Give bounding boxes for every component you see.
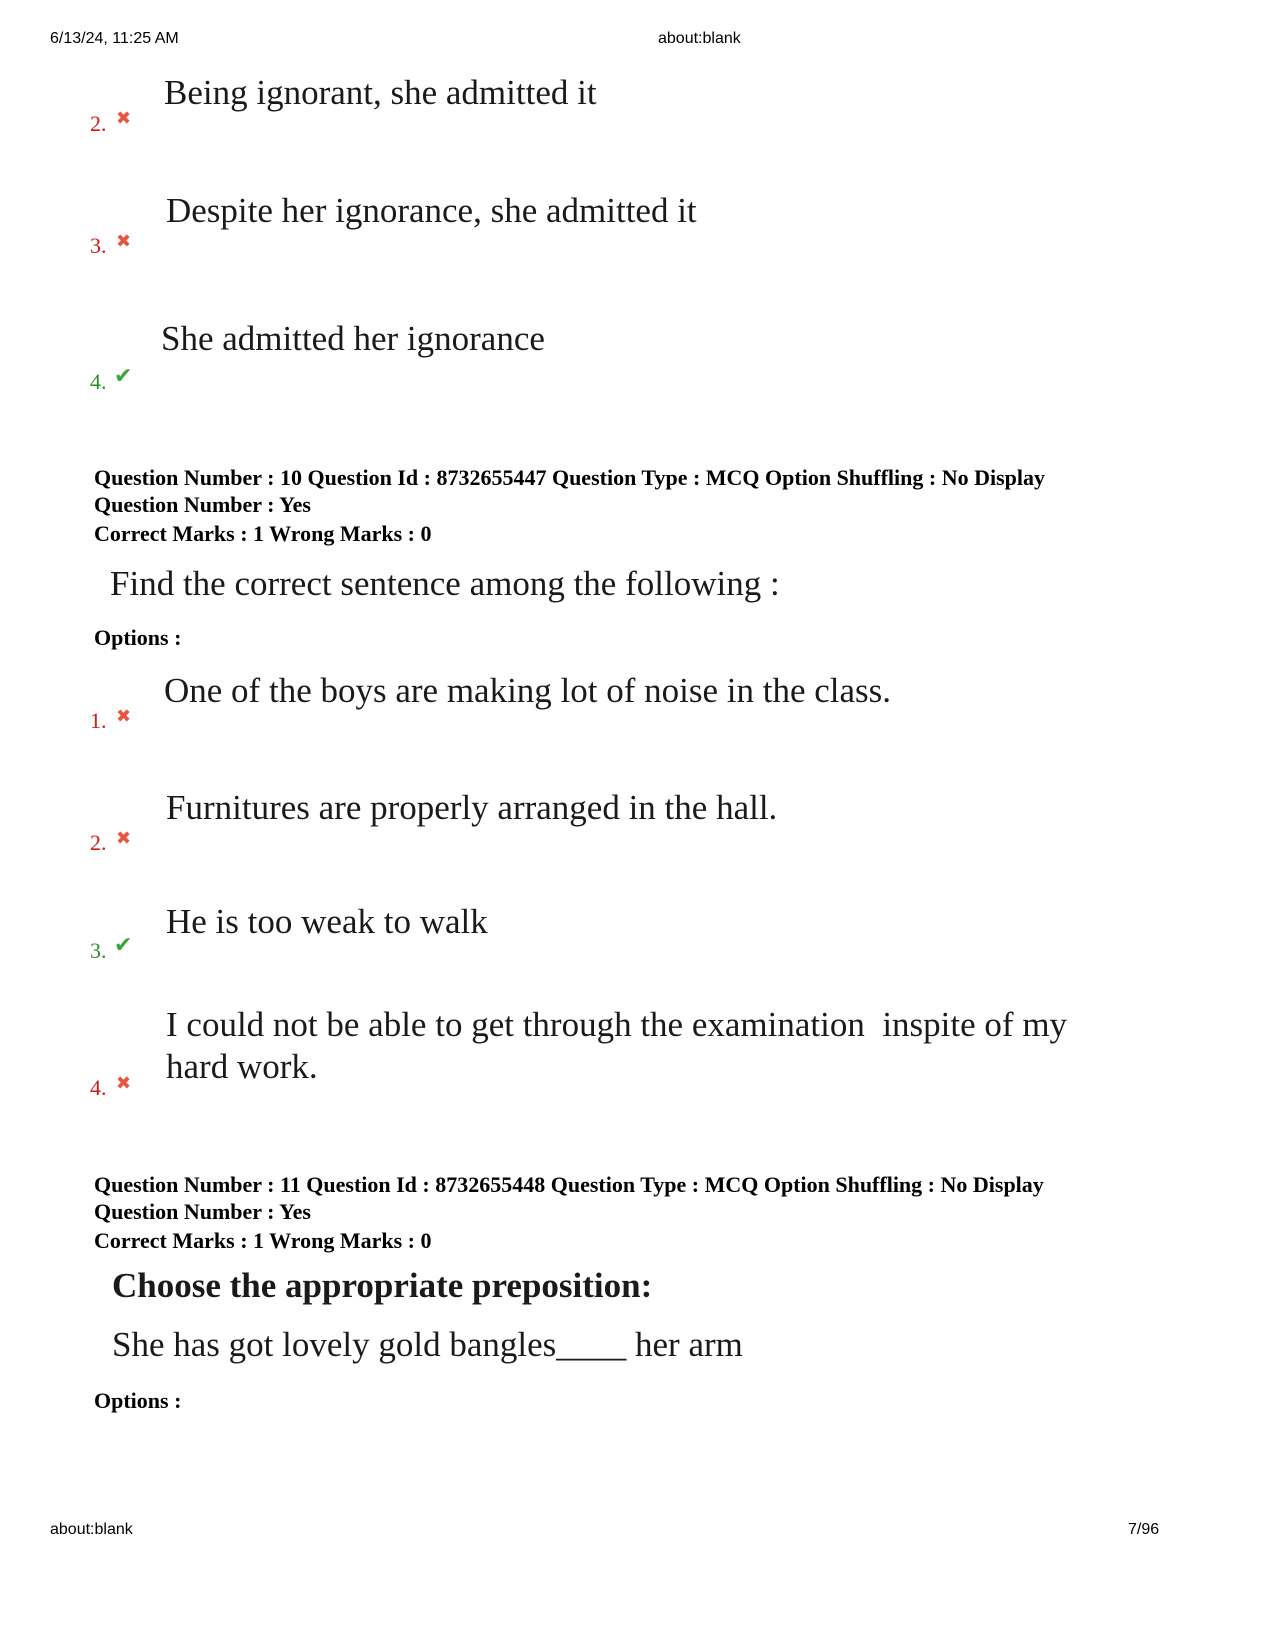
question-10-meta: [94, 464, 1194, 518]
option-text: Being ignorant, she admitted it: [164, 73, 597, 112]
print-page-title: about:blank: [658, 30, 741, 47]
correct-check-icon: ✔: [114, 364, 133, 389]
option-text: Furnitures are properly arranged in the hall.: [166, 788, 778, 827]
question-11-meta: [94, 1171, 1194, 1225]
print-page-indicator: 7/96: [1128, 1521, 1160, 1538]
option-text-line: hard work.: [166, 1047, 318, 1086]
option-number: 2.: [90, 111, 107, 136]
question-10-marks: Correct Marks : 1 Wrong Marks : 0: [94, 521, 432, 546]
option-number: 1.: [90, 708, 107, 733]
option-number: 3.: [90, 938, 107, 963]
option-text: Despite her ignorance, she admitted it: [166, 191, 697, 230]
question-11-stem: She has got lovely gold bangles____ her arm: [112, 1325, 743, 1364]
option-number: 4.: [90, 1075, 107, 1100]
question-10-options-label: Options :: [94, 625, 182, 650]
option-text: [166, 1004, 1126, 1088]
wrong-mark-icon: ✖: [116, 108, 132, 129]
question-meta-line: Question Number : 11 Question Id : 8732655448 Question Type : MCQ Option Shuffling : No Display: [94, 1172, 1044, 1197]
option-number: 3.: [90, 233, 107, 258]
question-meta-line: Question Number : 10 Question Id : 8732655447 Question Type : MCQ Option Shuffling : No Display: [94, 465, 1046, 490]
question-10-stem: Find the correct sentence among the following :: [110, 564, 780, 603]
wrong-mark-icon: ✖: [116, 1073, 132, 1094]
option-text: He is too weak to walk: [166, 902, 488, 941]
option-text: One of the boys are making lot of noise in the class.: [164, 671, 892, 710]
question-11-marks: Correct Marks : 1 Wrong Marks : 0: [94, 1228, 432, 1253]
wrong-mark-icon: ✖: [116, 231, 132, 252]
option-number: 4.: [90, 369, 107, 394]
question-meta-line: Question Number : Yes: [94, 492, 311, 517]
option-number: 2.: [90, 830, 107, 855]
print-footer-url: about:blank: [50, 1521, 133, 1538]
print-datetime: 6/13/24, 11:25 AM: [50, 30, 179, 47]
question-meta-line: Question Number : Yes: [94, 1199, 311, 1224]
correct-check-icon: ✔: [114, 933, 133, 958]
question-11-options-label: Options :: [94, 1388, 182, 1413]
question-11-heading: Choose the appropriate preposition:: [112, 1266, 653, 1305]
wrong-mark-icon: ✖: [116, 828, 132, 849]
option-text-line: I could not be able to get through the examination inspite of my: [166, 1005, 1068, 1044]
option-text: She admitted her ignorance: [161, 319, 545, 358]
wrong-mark-icon: ✖: [116, 706, 132, 727]
